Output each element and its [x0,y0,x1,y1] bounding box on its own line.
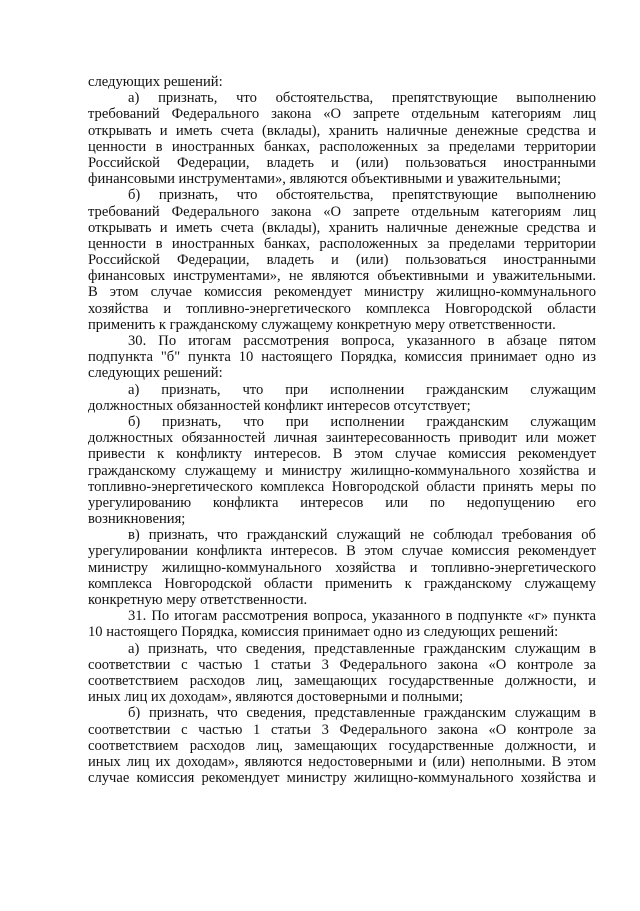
document-text-line: урегулировании конфликта интересов. В этом случае комиссия рекомендует [88,543,596,560]
document-text-line: соответствии с частью 1 статьи 3 Федерального закона «О контроле за [88,656,596,673]
document-text-line: требований Федерального закона «О запрете отдельным категориям лиц [88,203,596,220]
document-text-line: конкретную меру ответственности. [88,592,308,608]
document-text-line: хозяйства и топливно-энергетического комплекса Новгородской области [88,300,596,317]
document-text-line: комплекса Новгородской области применить к гражданскому служащему [88,575,596,592]
document-text-line: случае комиссия рекомендует министру жилищно-коммунального хозяйства и [88,770,596,787]
document-text-line: а) признать, что сведения, представленные гражданским служащим в [128,640,596,657]
document-text-line: ценности в иностранных банках, расположенных за пределами территории [88,235,596,252]
document-text-line: в) признать, что гражданский служащий не соблюдал требования об [128,527,596,544]
document-text-line: следующих решений: [88,74,223,90]
document-text-line: гражданскому служащему и министру жилищно-коммунального хозяйства и [88,462,596,479]
document-text-line: следующих решений: [88,365,223,382]
document-text-line: 10 настоящего Порядка, комиссия принимает одно из следующих решений: [88,624,559,641]
document-text-line: открывать и иметь счета (вклады), хранить наличные денежные средства и [88,122,596,139]
document-text-line: а) признать, что обстоятельства, препятствующие выполнению [128,90,596,107]
document-text-line: топливно-энергетического комплекса Новгородской области принять меры по [88,478,596,495]
document-text-line: финансовыми инструментами», являются объективными и уважительными; [88,171,562,188]
document-text-line: 31. По итогам рассмотрения вопроса, указанного в подпункте «г» пункта [128,608,596,625]
document-text-line: а) признать, что при исполнении гражданским служащим [128,381,596,398]
document-text-line: привести к конфликту интересов. В этом случае комиссия рекомендует [88,446,596,463]
document-text-line: Российской Федерации, владеть и (или) пользоваться иностранными [88,252,596,269]
document-text-line: б) признать, что обстоятельства, препятствующие выполнению [128,187,596,204]
document-text-line: применить к гражданскому служащему конкретную меру ответственности. [88,316,556,333]
document-text-line: Российской Федерации, владеть и (или) пользоваться иностранными [88,154,596,171]
document-text-line: министру жилищно-коммунального хозяйства и топливно-энергетического [88,559,596,576]
document-text-line: должностных обязанностей конфликт интересов отсутствует; [88,397,471,414]
document-text-line: ценности в иностранных банках, расположенных за пределами территории [88,138,596,155]
document-text-line: иных лиц их доходам», являются недостоверными и (или) неполными. В этом [88,753,596,770]
document-text-line: соответствием расходов лиц, замещающих государственные должности, и [88,672,596,689]
document-text-line: возникновения; [88,511,186,528]
document-text-line: урегулированию конфликта интересов или по недопущению его [88,494,596,511]
document-text-line: б) признать, что сведения, представленные гражданским служащим в [128,705,596,722]
document-text-line: открывать и иметь счета (вклады), хранить наличные денежные средства и [88,219,596,236]
document-text-body [88,74,596,786]
document-text-line: соответствии с частью 1 статьи 3 Федерального закона «О контроле за [88,721,596,738]
document-text-line: должностных обязанностей личная заинтересованность приводит или может [88,430,596,447]
document-text-line: подпункта "б" пункта 10 настоящего Порядка, комиссия принимает одно из [88,349,596,366]
document-text-line: требований Федерального закона «О запрете отдельным категориям лиц [88,106,596,123]
document-text-line: соответствием расходов лиц, замещающих государственные должности, и [88,737,596,754]
document-text-line: иных лиц их доходам», являются достоверными и полными; [88,689,464,706]
document-text-line: б) признать, что при исполнении гражданским служащим [128,413,596,430]
document-text-line: 30. По итогам рассмотрения вопроса, указанного в абзаце пятом [128,333,596,349]
document-text-line: В этом случае комиссия рекомендует министру жилищно-коммунального [88,284,596,301]
document-text-line: финансовых инструментами», не являются объективными и уважительными. [88,268,596,285]
